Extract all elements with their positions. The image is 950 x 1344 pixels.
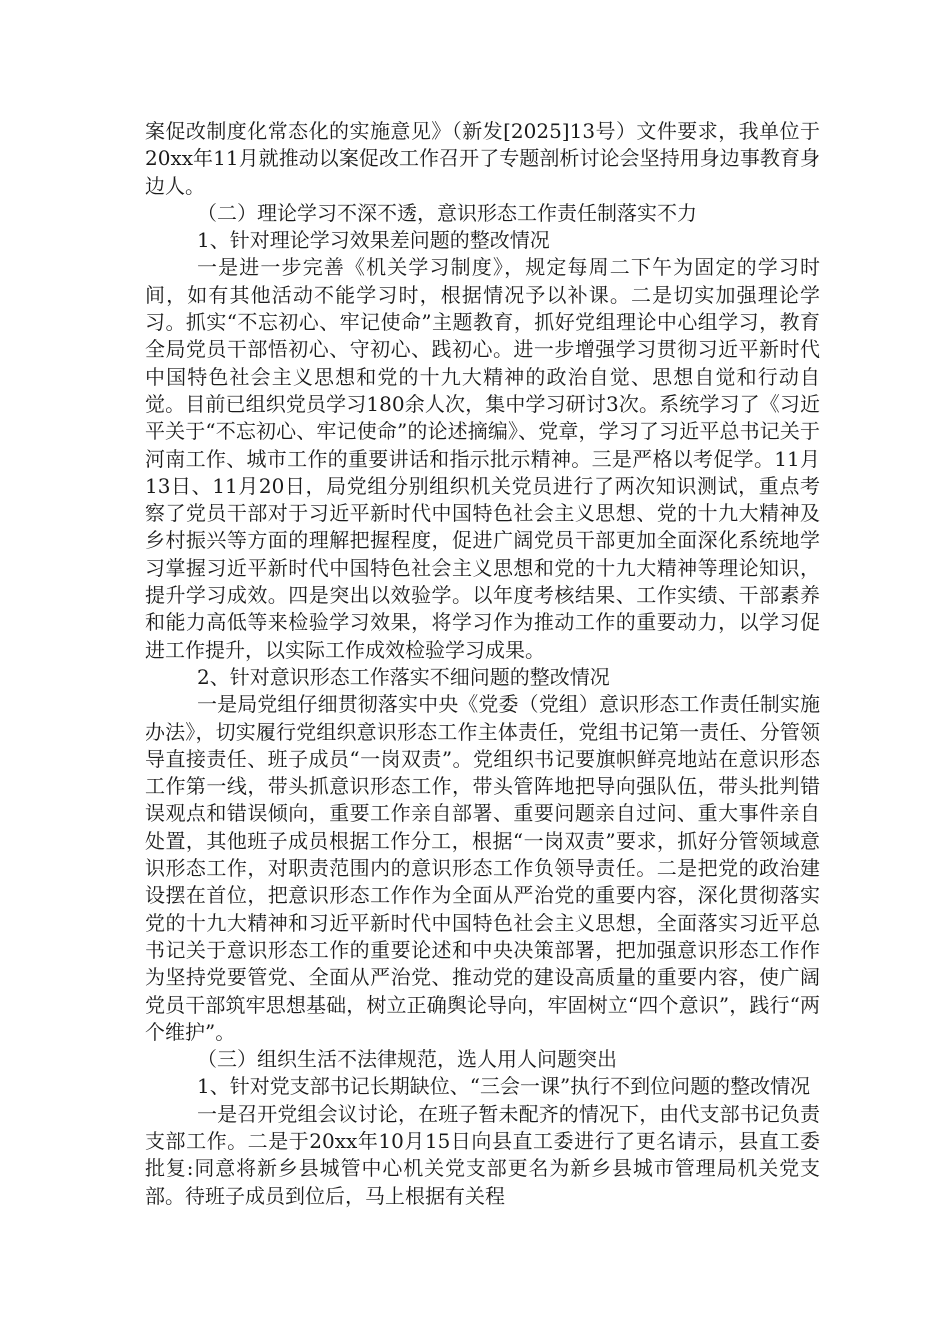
paragraph-party-branch: 一是召开党组会议讨论，在班子暂未配齐的情况下，由代支部书记负责支部工作。二是于20xx年10月15日向县直工委进行了更名请示，县直工委批复:同意将新乡县城管中心机关党支部更名为新乡县城市管理局机关党支部。待班子成员到位后，马上根据有关程 <box>145 1101 820 1208</box>
section-heading-2: （二）理论学习不深不透，意识形态工作责任制落实不力 <box>197 200 697 225</box>
paragraph-continuation: 案促改制度化常态化的实施意见》（新发[2025]13号）文件要求，我单位于20xx年11月就推动以案促改工作召开了专题剖析讨论会坚持用身边事教育身边人。 <box>145 119 820 198</box>
subheading-ideology-work: 2、针对意识形态工作落实不细问题的整改情况 <box>197 664 610 689</box>
subheading-theory-study: 1、针对理论学习效果差问题的整改情况 <box>197 228 550 253</box>
paragraph-theory-study: 一是进一步完善《机关学习制度》，规定每周二下午为固定的学习时间，如有其他活动不能学习时，根据情况予以补课。二是切实加强理论学习。抓实“不忘初心、牢记使命”主题教育，抓好党组理论中心组学习，教育全局党员干部悟初心、守初心、践初心。进一步增强学习贯彻习近平新时代中国特色社会主义思想和党的十九大精神的政治自觉、思想自觉和行动自觉。目前已组织党员学习180余人次，集中学习研讨3次。系统学习了《习近平关于“不忘初心、牢记使命”的论述摘编》、党章，学习了习近平总书记关于河南工作、城市工作的重要讲话和指示批示精神。三是严格以考促学。11月13日、11月20日，局党组分别组织机关党员进行了两次知识测试，重点考察了党员干部对于习近平新时代中国特色社会主义思想、党的十九大精神及乡村振兴等方面的理解把握程度，促进广阔党员干部更加全面深化系统地学习掌握习近平新时代中国特色社会主义思想和党的十九大精神等理论知识，提升学习成效。四是突出以效验学。以年度考核结果、工作实绩、干部素养和能力高低等来检验学习效果，将学习作为推动工作的重要动力，以学习促进工作提升，以实际工作成效检验学习成果。 <box>145 255 820 662</box>
paragraph-ideology-work: 一是局党组仔细贯彻落实中央《党委（党组）意识形态工作责任制实施办法》，切实履行党组织意识形态工作主体责任，党组书记第一责任、分管领导直接责任、班子成员“一岗双责”。党组织书记要旗帜鲜亮地站在意识形态工作第一线，带头抓意识形态工作，带头管阵地把导向强队伍，带头批判错误观点和错误倾向，重要工作亲自部署、重要问题亲自过问、重大事件亲自处置，其他班子成员根据工作分工，根据“一岗双责”要求，抓好分管领域意识形态工作，对职责范围内的意识形态工作负领导责任。二是把党的政治建设摆在首位，把意识形态工作作为全面从严治党的重要内容，深化贯彻落实党的十九大精神和习近平新时代中国特色社会主义思想，全面落实习近平总书记关于意识形态工作的重要论述和中央决策部署，把加强意识形态工作作为坚持党要管党、全面从严治党、推动党的建设高质量的重要内容，使广阔党员干部筑牢思想基础，树立正确舆论导向，牢固树立“四个意识”，践行“两个维护”。 <box>145 692 820 1044</box>
document-body <box>145 118 820 1210</box>
subheading-party-branch: 1、针对党支部书记长期缺位、“三会一课”执行不到位问题的整改情况 <box>197 1074 811 1099</box>
section-heading-3: （三）组织生活不法律规范，选人用人问题突出 <box>197 1047 617 1072</box>
